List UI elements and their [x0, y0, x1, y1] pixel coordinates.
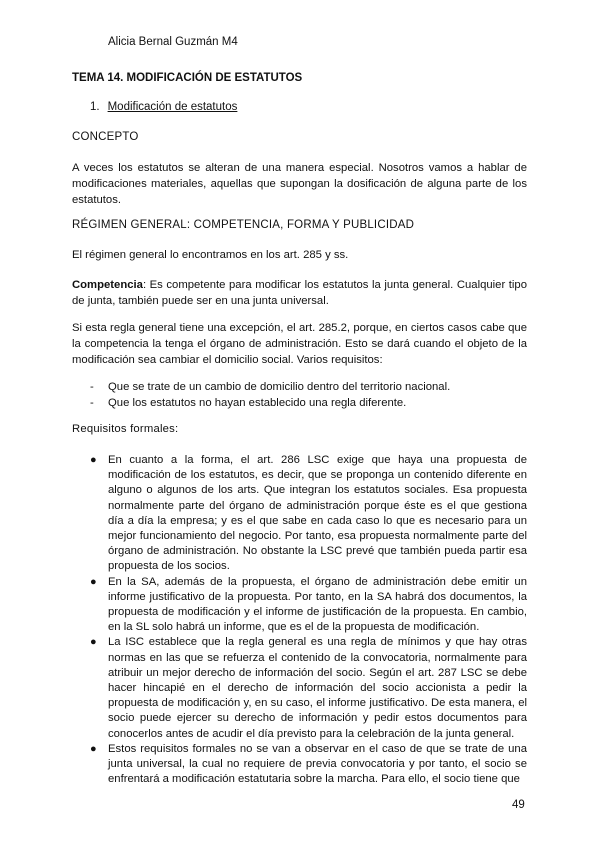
concept-paragraph: A veces los estatutos se alteran de una manera especial. Nosotros vamos a hablar de modificaciones materiales, aquellas que supongan la dosificación de alguna parte de los estatutos.: [72, 162, 527, 207]
competence-paragraph: [72, 277, 527, 309]
list-item: ● La ISC establece que la regla general es una regla de mínimos y que hay otras normas en las que se refuerza el contenido de la convocatoria, normalmente para atribuir un mejor derecho de información del socio. Según el art. 287 LSC se debe hacer hincapié en el derecho de información del socio accionista a pedir la propuesta de modificación y, en su caso, el informe justificativo. De esta manera, el socio puede ejercer su derecho de información y pedir estos documentos para conocerlos antes de acudir el día previsto para la celebración de la junta general.: [90, 635, 527, 741]
chapter-title: TEMA 14. MODIFICACIÓN DE ESTATUTOS: [72, 72, 303, 84]
list-item: ● Estos requisitos formales no se van a observar en el caso de que se trate de una junta universal, la cual no requiere de previa convocatoria y por tanto, el socio se enfrentará a modificación estatutaria sobre la marcha. Para ello, el socio tiene que: [90, 742, 527, 788]
page-number: 49: [512, 799, 525, 811]
regime-heading: RÉGIMEN GENERAL: COMPETENCIA, FORMA Y PUBLICIDAD: [72, 219, 415, 231]
section-number: 1.: [90, 101, 100, 113]
bullet-icon: ●: [90, 636, 97, 649]
concept-heading: CONCEPTO: [72, 131, 139, 143]
competence-text: : Es competente para modificar los estatutos la junta general. Cualquier tipo de junta, también puede ser en una junta universal.: [72, 279, 527, 308]
competence-label: Competencia: [72, 279, 143, 291]
formal-requirements-heading: Requisitos formales:: [72, 423, 179, 435]
section-label: Modificación de estatutos: [107, 101, 238, 113]
exception-paragraph: Si esta regla general tiene una excepción, el art. 285.2, porque, en ciertos casos cabe que la competencia la tenga el órgano de administración. Esto se dará cuando el objeto de la modificación sea cambiar el domicilio social. Varios requisitos:: [72, 322, 527, 367]
author-header: Alicia Bernal Guzmán M4: [108, 36, 238, 48]
list-item: ● En cuanto a la forma, el art. 286 LSC exige que haya una propuesta de modificación de los estatutos, es decir, que se proponga un contenido diferente en alguno o algunos de los arts. Que integran los estatutos sociales. Esa propuesta normalmente parte del órgano de administración porque éste es el que gestiona día a día la empresa; y es el que sabe en cada caso lo que es necesario para un mejor funcionamiento del negocio. Por tanto, esa propuesta normalmente parte del órgano de administración. No obstante la LSC prevé que también pueda partir esa propuesta de los socios.: [90, 453, 527, 575]
regime-intro: El régimen general lo encontramos en los art. 285 y ss.: [72, 249, 349, 261]
bullet-icon: ●: [90, 454, 97, 466]
formal-requirements-list: [90, 453, 527, 787]
bullet-icon: ●: [90, 575, 97, 588]
list-item: - Que se trate de un cambio de domicilio dentro del territorio nacional.: [90, 381, 451, 393]
list-item: - Que los estatutos no hayan establecido una regla diferente.: [90, 397, 407, 409]
bullet-icon: ●: [90, 742, 97, 755]
section-heading: [90, 101, 237, 113]
list-item: ● En la SA, además de la propuesta, el órgano de administración debe emitir un informe justificativo de la propuesta. Por tanto, en la SA habrá dos documentos, la propuesta de modificación y el informe de justificación de la propuesta. En cambio, en la SL solo habrá un informe, que es el de la propuesta de modificación.: [90, 575, 527, 636]
requirements-list: [90, 379, 530, 411]
